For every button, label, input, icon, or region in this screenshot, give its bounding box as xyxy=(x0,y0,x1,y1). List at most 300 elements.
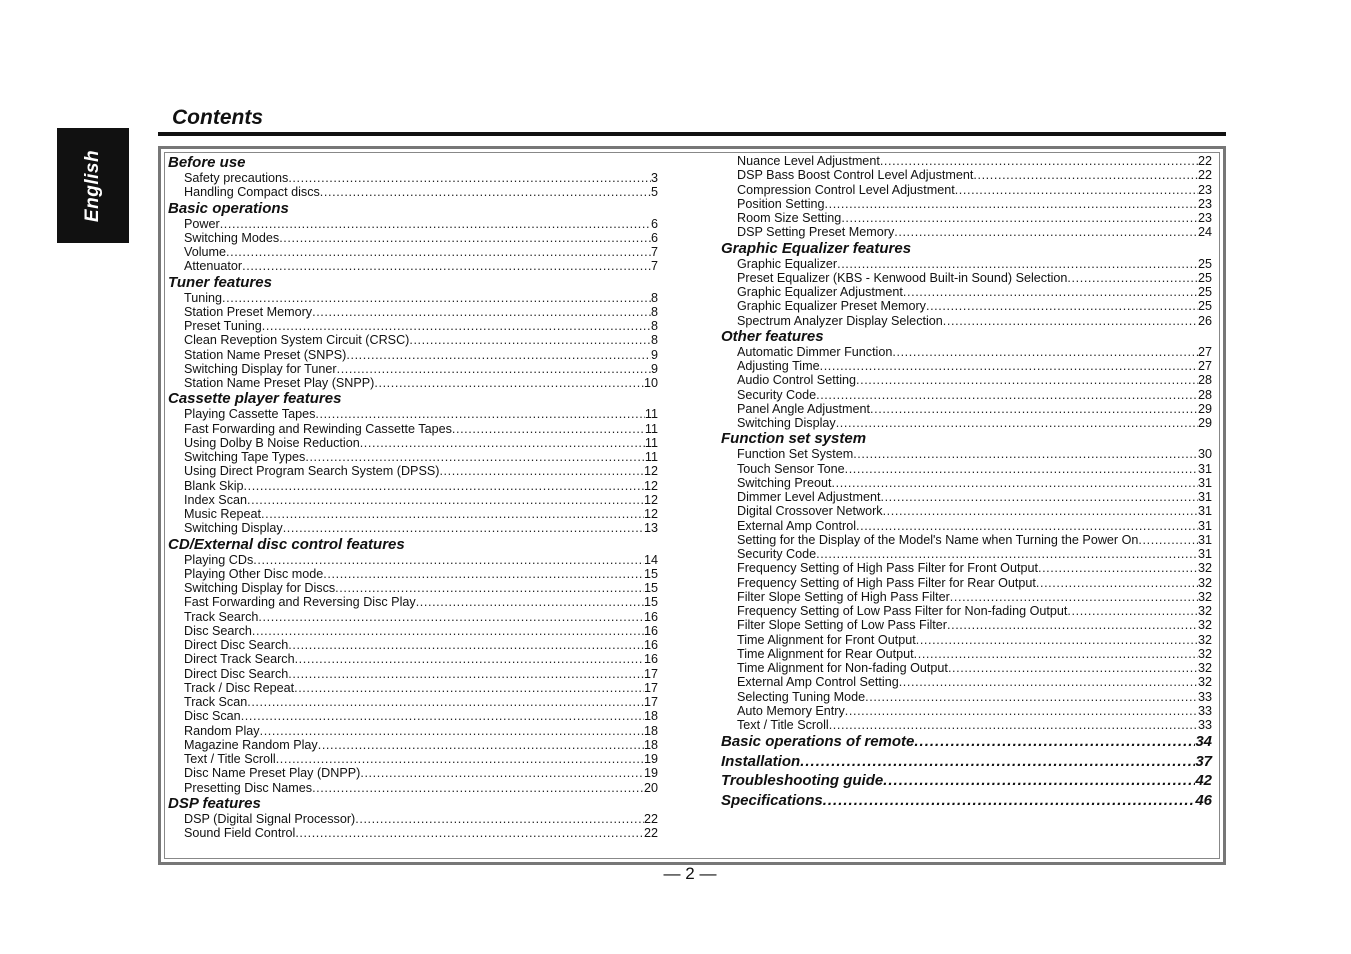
dot-leader xyxy=(837,257,1198,271)
entry-page: 5 xyxy=(650,185,658,200)
entry-page: 15 xyxy=(643,595,658,610)
entry-page: 23 xyxy=(1197,182,1212,197)
entry-text: Specifications xyxy=(721,791,823,809)
dot-leader xyxy=(295,826,644,840)
toc-entry[interactable] xyxy=(721,633,1212,647)
entry-page: 25 xyxy=(1197,285,1212,299)
toc-entry[interactable] xyxy=(721,345,1212,359)
entry-text: Room Size Setting xyxy=(737,211,842,225)
entry-page: 14 xyxy=(643,552,658,567)
entry-page: 8 xyxy=(650,304,658,319)
entry-text: Switching Modes xyxy=(184,230,280,245)
toc-entry[interactable] xyxy=(168,348,658,362)
dot-leader xyxy=(288,667,644,681)
toc-entry[interactable] xyxy=(168,422,658,436)
dot-leader xyxy=(916,633,1198,647)
entry-page: 6 xyxy=(650,216,658,231)
toc-entry[interactable] xyxy=(721,504,1212,518)
language-tab xyxy=(57,128,129,243)
entry-text: Automatic Dimmer Function xyxy=(737,344,893,359)
dot-leader xyxy=(242,259,651,273)
dot-leader xyxy=(323,567,644,581)
toc-entry[interactable] xyxy=(168,259,658,273)
dot-leader xyxy=(260,724,644,738)
toc-entry[interactable] xyxy=(168,291,658,305)
entry-text: Using Direct Program Search System (DPSS) xyxy=(184,464,440,479)
toc-entry[interactable] xyxy=(721,533,1212,547)
toc-entry[interactable] xyxy=(168,638,658,652)
entry-page: 23 xyxy=(1197,211,1212,225)
entry-page: 12 xyxy=(643,507,658,521)
toc-entry[interactable] xyxy=(721,225,1212,239)
entry-page: 10 xyxy=(643,376,658,390)
entry-text: Time Alignment for Front Output xyxy=(737,632,916,647)
dot-leader xyxy=(315,407,645,421)
entry-text: Power xyxy=(184,216,220,231)
toc-entry[interactable] xyxy=(721,373,1212,387)
dot-leader xyxy=(320,185,651,199)
dot-leader xyxy=(856,519,1198,533)
dot-leader xyxy=(880,490,1198,504)
entry-page: 22 xyxy=(1197,168,1212,183)
toc-entry[interactable] xyxy=(168,766,658,780)
entry-text: Direct Disc Search xyxy=(184,666,289,681)
entry-text: Digital Crossover Network xyxy=(737,504,883,519)
entry-page: 18 xyxy=(643,709,658,724)
dot-leader xyxy=(295,652,644,666)
page-number: — 2 — xyxy=(663,864,717,883)
entry-page: 16 xyxy=(643,638,658,652)
entry-text: Preset Equalizer (KBS - Kenwood Built-in Sound) Selection xyxy=(737,270,1068,285)
page-title: Contents xyxy=(172,106,263,129)
entry-text: DSP (Digital Signal Processor) xyxy=(184,811,356,826)
toc-entry[interactable] xyxy=(721,211,1212,225)
entry-page: 31 xyxy=(1197,547,1212,561)
entry-page: 17 xyxy=(643,695,658,709)
entry-text: Switching Display for Tuner xyxy=(184,361,337,376)
toc-entry[interactable] xyxy=(168,652,658,666)
dot-leader xyxy=(261,507,644,521)
toc-entry[interactable] xyxy=(168,724,658,738)
toc-entry[interactable] xyxy=(721,647,1212,661)
toc-entry[interactable] xyxy=(168,305,658,319)
section-title: Other features xyxy=(721,327,824,345)
dot-leader xyxy=(914,647,1198,661)
dot-leader xyxy=(452,422,645,436)
dot-leader xyxy=(894,225,1198,239)
entry-text: Music Repeat xyxy=(184,507,261,521)
toc-entry[interactable] xyxy=(721,388,1212,402)
toc-entry[interactable] xyxy=(721,661,1212,675)
entry-text: Graphic Equalizer Preset Memory xyxy=(737,299,926,314)
dot-leader xyxy=(355,812,644,826)
entry-text: Fast Forwarding and Reversing Disc Play xyxy=(184,595,416,610)
dot-leader xyxy=(337,362,651,376)
entry-text: Security Code xyxy=(737,387,817,402)
entry-text: DSP Bass Boost Control Level Adjustment xyxy=(737,168,974,183)
dot-leader xyxy=(220,217,651,231)
dot-leader xyxy=(947,618,1198,632)
entry-page: 25 xyxy=(1197,256,1212,271)
entry-text: Clean Reveption System Circuit (CRSC) xyxy=(184,333,410,348)
toc-major-entry[interactable] xyxy=(721,791,1212,811)
left-column xyxy=(168,154,658,840)
dot-leader xyxy=(312,305,651,319)
dot-leader xyxy=(926,299,1198,313)
toc-entry[interactable] xyxy=(721,359,1212,373)
toc-entry[interactable] xyxy=(721,718,1212,732)
entry-page: 20 xyxy=(643,780,658,795)
dot-leader xyxy=(247,695,644,709)
entry-page: 32 xyxy=(1197,618,1212,633)
dot-leader xyxy=(856,373,1198,387)
entry-text: Auto Memory Entry xyxy=(737,703,845,718)
entry-text: Graphic Equalizer xyxy=(737,256,838,271)
entry-text: Security Code xyxy=(737,547,817,561)
toc-entry[interactable] xyxy=(721,197,1212,211)
toc-major-entry[interactable] xyxy=(721,752,1212,772)
toc-entry[interactable] xyxy=(721,519,1212,533)
entry-text: External Amp Control Setting xyxy=(737,675,899,690)
entry-page: 15 xyxy=(643,566,658,581)
toc-entry[interactable] xyxy=(721,547,1212,561)
entry-text: Playing CDs xyxy=(184,552,254,567)
entry-text: Track Search xyxy=(184,609,259,624)
toc-entry[interactable] xyxy=(721,271,1212,285)
entry-text: Switching Display xyxy=(737,416,836,430)
dot-leader xyxy=(312,781,644,795)
toc-entry[interactable] xyxy=(168,709,658,723)
toc-entry[interactable] xyxy=(168,450,658,464)
entry-text: Disc Scan xyxy=(184,709,241,724)
entry-page: 25 xyxy=(1197,270,1212,285)
entry-text: Index Scan xyxy=(184,492,248,507)
toc-entry[interactable] xyxy=(168,681,658,695)
entry-text: Tuning xyxy=(184,290,223,305)
toc-entry[interactable] xyxy=(168,826,658,840)
entry-page: 27 xyxy=(1197,344,1212,359)
entry-page: 9 xyxy=(650,347,658,362)
toc-entry[interactable] xyxy=(168,185,658,199)
entry-text: Fast Forwarding and Rewinding Cassette Tapes xyxy=(184,421,452,436)
toc-entry[interactable] xyxy=(721,590,1212,604)
dot-leader xyxy=(914,732,1195,752)
entry-text: Sound Field Control xyxy=(184,826,296,840)
toc-entry[interactable] xyxy=(168,436,658,450)
toc-entry[interactable] xyxy=(721,690,1212,704)
dot-leader xyxy=(416,595,644,609)
toc-entry[interactable] xyxy=(721,476,1212,490)
entry-text: Switching Display for Discs xyxy=(184,581,336,595)
dot-leader xyxy=(374,376,644,390)
toc-entry[interactable] xyxy=(168,376,658,390)
dot-leader xyxy=(346,348,651,362)
language-label: English xyxy=(82,149,103,222)
toc-entry[interactable] xyxy=(168,553,658,567)
entry-page: 27 xyxy=(1197,359,1212,373)
toc-entry[interactable] xyxy=(168,217,658,231)
dot-leader xyxy=(360,436,645,450)
toc-entry[interactable] xyxy=(168,479,658,493)
entry-text: Presetting Disc Names xyxy=(184,780,313,795)
entry-page: 13 xyxy=(643,521,658,536)
entry-text: Disc Name Preset Play (DNPP) xyxy=(184,766,361,781)
entry-text: Spectrum Analyzer Display Selection xyxy=(737,313,943,328)
toc-major-entry[interactable] xyxy=(721,771,1212,791)
entry-text: Safety precautions xyxy=(184,171,289,185)
entry-text: Blank Skip xyxy=(184,478,244,493)
entry-page: 22 xyxy=(1197,154,1212,168)
entry-page: 8 xyxy=(650,319,658,333)
entry-page: 7 xyxy=(650,245,658,259)
dot-leader xyxy=(1038,561,1198,575)
toc-entry[interactable] xyxy=(721,490,1212,504)
dot-leader xyxy=(1067,604,1198,618)
entry-page: 12 xyxy=(643,478,658,493)
entry-page: 32 xyxy=(1197,632,1212,647)
entry-text: Switching Tape Types xyxy=(184,450,306,464)
toc-entry[interactable] xyxy=(168,738,658,752)
entry-page: 31 xyxy=(1197,532,1212,547)
toc-entry[interactable] xyxy=(721,462,1212,476)
toc-entry[interactable] xyxy=(168,333,658,347)
dot-leader xyxy=(820,359,1198,373)
dot-leader xyxy=(258,610,644,624)
toc-entry[interactable] xyxy=(168,812,658,826)
dot-leader xyxy=(870,402,1198,416)
entry-page: 32 xyxy=(1197,561,1212,576)
entry-text: Graphic Equalizer Adjustment xyxy=(737,285,903,299)
entry-text: Selecting Tuning Mode xyxy=(737,689,866,704)
entry-page: 32 xyxy=(1197,589,1212,604)
entry-text: Attenuator xyxy=(184,259,243,274)
dot-leader xyxy=(252,624,644,638)
entry-text: Handling Compact discs xyxy=(184,185,320,200)
dot-leader xyxy=(305,450,645,464)
dot-leader xyxy=(955,183,1198,197)
entry-page: 24 xyxy=(1197,225,1212,240)
entry-page: 32 xyxy=(1197,661,1212,675)
entry-text: Track Scan xyxy=(184,695,248,709)
entry-page: 33 xyxy=(1197,703,1212,718)
entry-page: 11 xyxy=(644,450,658,464)
entry-text: Station Name Preset (SNPS) xyxy=(184,347,347,362)
entry-text: Function Set System xyxy=(737,447,854,462)
toc-entry[interactable] xyxy=(721,561,1212,575)
entry-page: 28 xyxy=(1197,387,1212,402)
dot-leader xyxy=(816,388,1198,402)
dot-leader xyxy=(825,197,1198,211)
dot-leader xyxy=(845,462,1198,476)
entry-page: 3 xyxy=(650,171,658,185)
entry-text: Troubleshooting guide xyxy=(721,772,884,790)
toc-entry[interactable] xyxy=(168,567,658,581)
dot-leader xyxy=(865,690,1198,704)
entry-text: Dimmer Level Adjustment xyxy=(737,490,881,504)
entry-text: Volume xyxy=(184,245,227,259)
entry-text: Time Alignment for Rear Output xyxy=(737,646,914,661)
dot-leader xyxy=(948,661,1198,675)
dot-leader xyxy=(845,704,1198,718)
toc-entry[interactable] xyxy=(721,154,1212,168)
entry-text: Magazine Random Play xyxy=(184,737,318,752)
entry-page: 37 xyxy=(1195,752,1212,770)
entry-text: Setting for the Display of the Model's Name when Turning the Power On xyxy=(737,532,1139,547)
entry-page: 16 xyxy=(643,652,658,667)
section-title: DSP features xyxy=(168,794,261,812)
entry-page: 31 xyxy=(1197,475,1212,490)
entry-text: Playing Other Disc mode xyxy=(184,566,324,581)
contents-frame xyxy=(158,146,1226,865)
entry-page: 19 xyxy=(643,752,658,766)
right-column xyxy=(721,154,1212,810)
entry-text: Filter Slope Setting of Low Pass Filter xyxy=(737,618,947,633)
entry-page: 31 xyxy=(1197,504,1212,519)
dot-leader xyxy=(1036,576,1198,590)
dot-leader xyxy=(950,590,1198,604)
dot-leader xyxy=(222,291,651,305)
toc-entry[interactable] xyxy=(721,675,1212,689)
entry-page: 17 xyxy=(643,680,658,695)
entry-text: Preset Tuning xyxy=(184,319,262,333)
toc-entry[interactable] xyxy=(168,231,658,245)
entry-text: Audio Control Setting xyxy=(737,373,857,388)
entry-text: Using Dolby B Noise Reduction xyxy=(184,435,360,450)
dot-leader xyxy=(247,493,644,507)
dot-leader xyxy=(1067,271,1198,285)
dot-leader xyxy=(335,581,644,595)
entry-text: Panel Angle Adjustment xyxy=(737,401,871,416)
dot-leader xyxy=(253,553,644,567)
dot-leader xyxy=(288,638,644,652)
toc-entry[interactable] xyxy=(168,624,658,638)
toc-entry[interactable] xyxy=(168,464,658,478)
entry-text: Frequency Setting of High Pass Filter for Rear Output xyxy=(737,575,1036,590)
entry-page: 11 xyxy=(644,407,658,422)
dot-leader xyxy=(1138,533,1198,547)
toc-major-entry[interactable] xyxy=(721,732,1212,752)
entry-text: Random Play xyxy=(184,723,260,738)
entry-text: Playing Cassette Tapes xyxy=(184,407,316,422)
dot-leader xyxy=(226,245,651,259)
toc-entry[interactable] xyxy=(168,521,658,535)
entry-page: 18 xyxy=(643,723,658,738)
toc-entry[interactable] xyxy=(721,416,1212,430)
toc-entry[interactable] xyxy=(168,245,658,259)
dot-leader xyxy=(409,333,651,347)
entry-page: 25 xyxy=(1197,299,1212,314)
entry-text: Disc Search xyxy=(184,623,252,638)
entry-text: Position Setting xyxy=(737,196,825,211)
entry-page: 8 xyxy=(650,333,658,348)
section-title: CD/External disc control features xyxy=(168,535,405,553)
entry-page: 9 xyxy=(650,361,658,376)
entry-page: 23 xyxy=(1197,196,1212,211)
dot-leader xyxy=(836,416,1198,430)
toc-entry[interactable] xyxy=(168,595,658,609)
entry-page: 34 xyxy=(1195,733,1212,751)
toc-entry[interactable] xyxy=(168,781,658,795)
entry-text: Track / Disc Repeat xyxy=(184,680,295,695)
toc-entry[interactable] xyxy=(168,171,658,185)
section-title: Basic operations xyxy=(168,199,289,217)
toc-entry[interactable] xyxy=(168,507,658,521)
toc-entry[interactable] xyxy=(721,447,1212,461)
toc-entry[interactable] xyxy=(721,183,1212,197)
entry-page: 46 xyxy=(1195,791,1212,809)
dot-leader xyxy=(832,476,1198,490)
toc-entry[interactable] xyxy=(168,362,658,376)
dot-leader xyxy=(892,345,1198,359)
toc-entry[interactable] xyxy=(721,604,1212,618)
dot-leader xyxy=(360,766,644,780)
dot-leader xyxy=(899,675,1198,689)
dot-leader xyxy=(973,168,1198,182)
toc-entry[interactable] xyxy=(721,257,1212,271)
entry-text: Nuance Level Adjustment xyxy=(737,154,880,168)
toc-entry[interactable] xyxy=(168,610,658,624)
entry-page: 33 xyxy=(1197,689,1212,704)
toc-entry[interactable] xyxy=(168,581,658,595)
major-entries xyxy=(721,732,1212,810)
entry-page: 18 xyxy=(643,737,658,752)
toc-entry[interactable] xyxy=(721,299,1212,313)
entry-page: 8 xyxy=(650,290,658,305)
entry-page: 29 xyxy=(1197,401,1212,416)
dot-leader xyxy=(823,791,1196,811)
section-title: Graphic Equalizer features xyxy=(721,239,912,257)
dot-leader xyxy=(318,738,644,752)
dot-leader xyxy=(943,314,1198,328)
dot-leader xyxy=(244,479,644,493)
entry-page: 29 xyxy=(1197,416,1212,430)
toc-entry[interactable] xyxy=(721,618,1212,632)
entry-page: 31 xyxy=(1197,490,1212,504)
toc-entry[interactable] xyxy=(721,704,1212,718)
toc-entry[interactable] xyxy=(168,493,658,507)
dot-leader xyxy=(883,771,1195,791)
toc-entry[interactable] xyxy=(168,667,658,681)
entry-text: Basic operations of remote xyxy=(721,733,915,751)
toc-entry[interactable] xyxy=(721,314,1212,328)
toc-entry[interactable] xyxy=(168,407,658,421)
toc-entry[interactable] xyxy=(721,285,1212,299)
dot-leader xyxy=(288,171,651,185)
entry-page: 15 xyxy=(643,581,658,595)
section-title: Function set system xyxy=(721,430,867,448)
toc-entry[interactable] xyxy=(168,752,658,766)
entry-page: 12 xyxy=(643,464,658,479)
dot-leader xyxy=(903,285,1198,299)
toc-entry[interactable] xyxy=(721,168,1212,182)
toc-entry[interactable] xyxy=(168,695,658,709)
entry-text: Station Preset Memory xyxy=(184,304,313,319)
dot-leader xyxy=(276,752,644,766)
toc-entry[interactable] xyxy=(721,576,1212,590)
entry-page: 31 xyxy=(1197,518,1212,533)
toc-entry[interactable] xyxy=(721,402,1212,416)
dot-leader xyxy=(816,547,1198,561)
entry-text: Frequency Setting of Low Pass Filter for Non-fading Output xyxy=(737,604,1068,618)
toc-entry[interactable] xyxy=(168,319,658,333)
entry-page: 11 xyxy=(644,421,658,436)
dot-leader xyxy=(279,231,651,245)
entry-page: 28 xyxy=(1197,373,1212,388)
entry-text: Text / Title Scroll xyxy=(737,718,829,732)
dot-leader xyxy=(853,447,1198,461)
entry-page: 33 xyxy=(1197,718,1212,732)
entry-page: 16 xyxy=(643,623,658,638)
